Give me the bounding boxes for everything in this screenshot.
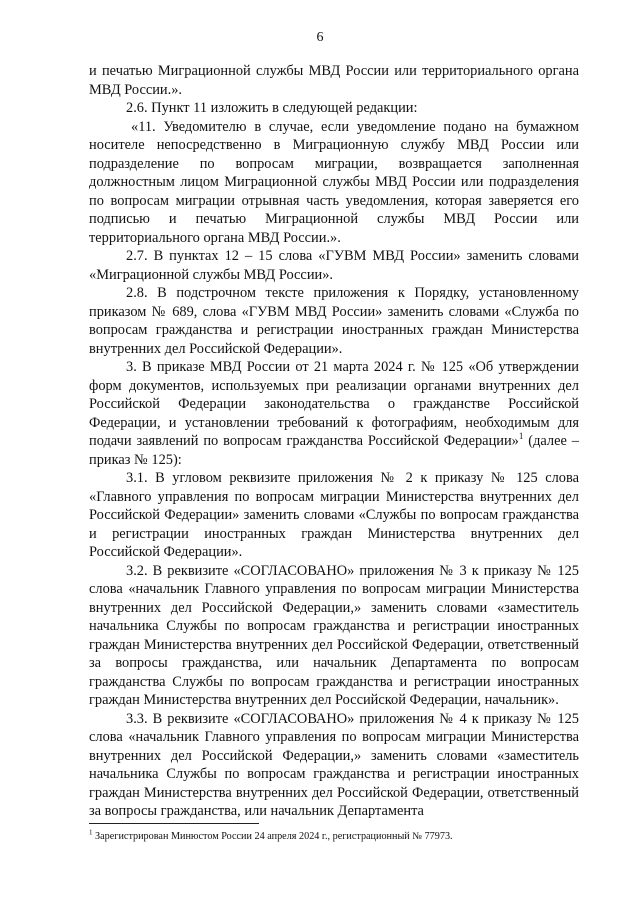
footnote-mark: 1 — [89, 828, 93, 837]
paragraph-continuation: и печатью Миграционной службы МВД России или территориального органа МВД России.». — [89, 63, 579, 98]
paragraph-2-7: 2.7. В пунктах 12 – 15 слова «ГУВМ МВД России» заменить словами «Миграционной службы МВД России». — [89, 248, 579, 283]
paragraph-2-6: 2.6. Пункт 11 изложить в следующей редакции: — [126, 100, 418, 116]
paragraph-3-3: 3.3. В реквизите «СОГЛАСОВАНО» приложения № 4 к приказу № 125 слова «начальник Главного управления по вопросам миграции Министерства внутренних дел Российской Федерации,» заменить словами «заместитель начальника Службы по вопросам гражданства и регистрации иностранных граждан Министерства внутренних дел Российской Федерации, ответственный за вопросы гражданства, или начальник Департамента — [89, 710, 579, 819]
paragraph-3-1: 3.1. В угловом реквизите приложения № 2 к приказу № 125 слова «Главного управления по вопросам миграции Министерства внутренних дел Российской Федерации» заменить словами «Службы по вопросам гражданства и регистрации иностранных граждан Министерства внутренних дел Российской Федерации». — [89, 470, 579, 560]
footnote-separator — [89, 823, 259, 824]
footnote-reference: 1 — [518, 431, 524, 442]
page-number: 6 — [316, 30, 324, 45]
paragraph-item-11: «11. Уведомителю в случае, если уведомление подано на бумажном носителе непосредственно в Миграционную службу МВД России или подразделение по вопросам миграции, возвращается заполненная должностным лицом Миграционной службы МВД России или подразделения по вопросам миграции отрывная часть уведомления, которая заверяется его подписью и печатью Миграционной службы МВД России или территориального органа МВД России.». — [89, 118, 579, 246]
paragraph-3-2: 3.2. В реквизите «СОГЛАСОВАНО» приложения № 3 к приказу № 125 слова «начальник Главного управления по вопросам миграции Министерства внутренних дел Российской Федерации,» заменить словами «заместитель начальника Службы по вопросам гражданства и регистрации иностранных граждан Министерства внутренних дел Российской Федерации, ответственный за вопросы гражданства, или начальник Департамента по вопросам гражданства Службы по вопросам гражданства и регистрации иностранных граждан Министерства внутренних дел Российской Федерации, начальник». — [89, 562, 579, 708]
document-body — [89, 62, 579, 821]
footnote-text: Зарегистрирован Минюстом России 24 апреля 2024 г., регистрационный № 77973. — [92, 831, 453, 842]
paragraph-3: 3. В приказе МВД России от 21 марта 2024 г. № 125 «Об утверждении форм документов, используемых при реализации органами внутренних дел Российской Федерации законодательства о гражданстве Российской Федерации, и установлении требований к фотографиям, необходимым для подачи заявлений по вопросам гражданства Российской Федерации»$^1$ (далее – приказ № 125): — [89, 359, 579, 468]
paragraph-2-8: 2.8. В подстрочном тексте приложения к Порядку, установленному приказом № 689, слова «ГУВМ МВД России» заменить словами «Служба по вопросам гражданства и регистрации иностранных граждан Министерства внутренних дел Российской Федерации». — [89, 285, 579, 357]
footnote — [89, 830, 579, 843]
